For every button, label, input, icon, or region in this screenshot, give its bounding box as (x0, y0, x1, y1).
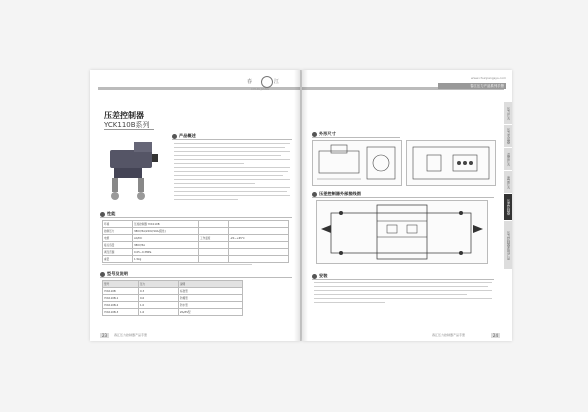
table-row (103, 221, 289, 228)
product-title: 压差控制器 (104, 111, 144, 120)
side-tab-5[interactable]: 压差控制器 (504, 194, 512, 220)
table-cell (229, 256, 289, 263)
brochure-spread (90, 70, 512, 341)
page-number-left: 23 (102, 333, 108, 338)
table-cell: 0.6 (139, 295, 179, 302)
header-banner: 春江压力产品系列手册 (438, 83, 506, 89)
section-bullet-icon (100, 212, 105, 217)
book-gutter (294, 70, 308, 341)
wiring-diagram (316, 200, 488, 264)
order-table (102, 280, 243, 316)
table-cell (199, 256, 229, 263)
table-cell: ZA/ZS型 (179, 309, 243, 316)
table-cell: 工作温度 (199, 235, 229, 242)
table-cell (229, 249, 289, 256)
side-tab-2[interactable]: 压力变送器 (504, 125, 512, 147)
table-header-cell: 压力 (139, 281, 179, 288)
table-cell: 380V/5A/220V/10A(阻性) (133, 228, 199, 235)
table-row (103, 242, 289, 249)
page-number-right: 24 (492, 333, 498, 338)
table-cell (229, 242, 289, 249)
section-bullet-icon (312, 132, 317, 137)
table-cell (199, 221, 229, 228)
table-row (103, 302, 243, 309)
website-url: www.chunjiangsys.com (471, 76, 506, 80)
footer-left: 春江压力控制器产品手册 (114, 333, 148, 337)
table-cell: 压差控制器 YCK110B (133, 221, 199, 228)
section-bullet-icon (172, 134, 177, 139)
table-note (102, 264, 252, 268)
table-cell: YCK110B (103, 288, 139, 295)
table-cell: 接点容量 (103, 242, 133, 249)
side-tab-1[interactable]: 压力开关 (504, 102, 512, 124)
side-tab-4[interactable]: 流量开关 (504, 171, 512, 193)
table-cell: -20~+65℃ (229, 235, 289, 242)
table-cell: 防爆型 (179, 295, 243, 302)
side-tab-3[interactable]: 温度开关 (504, 148, 512, 170)
table-cell: 调压范围 (103, 249, 133, 256)
section-wiring: 压差控制器外部接线图 (312, 190, 494, 197)
table-cell: 环境 (103, 221, 133, 228)
install-text (314, 282, 492, 306)
table-cell: 380V/5A (133, 242, 199, 249)
table-cell: 1.0 (139, 302, 179, 309)
table-row (103, 309, 243, 316)
brand-logo (247, 76, 287, 90)
table-cell: 电源 (103, 235, 133, 242)
table-cell: YCK110B-1 (103, 295, 139, 302)
side-tab-6[interactable]: 压力控制器系列产品 (504, 221, 512, 269)
table-cell: 1.5kg (133, 256, 199, 263)
logo-char-left: 春 (247, 79, 253, 85)
overview-text (174, 143, 290, 203)
logo-subtitle: CHUN JIANG (251, 87, 270, 91)
section-dimensions: 外形尺寸 (312, 130, 400, 137)
section-performance: 性能 (100, 210, 292, 217)
section-install: 安装 (312, 272, 494, 279)
table-row (103, 235, 289, 242)
section-overview: 产品概述 (172, 132, 292, 139)
table-row (103, 256, 289, 263)
table-row (103, 249, 289, 256)
table-cell: 0.3 (139, 288, 179, 295)
logo-char-right: 江 (274, 79, 280, 85)
section-bullet-icon (100, 272, 105, 277)
product-series: YCK110B系列 (104, 121, 150, 129)
mounting-drawing (406, 140, 496, 186)
table-cell: 标准型 (179, 288, 243, 295)
table-cell: YCK110B-2 (103, 302, 139, 309)
product-photo (104, 136, 166, 206)
table-cell: 控制压力 (103, 228, 133, 235)
table-cell (199, 249, 229, 256)
table-cell: YCK110B-3 (103, 309, 139, 316)
title-underline (104, 129, 154, 130)
table-cell (199, 228, 229, 235)
left-page (90, 70, 301, 341)
section-tabs (504, 102, 512, 270)
table-cell (199, 242, 229, 249)
table-cell: 重量 (103, 256, 133, 263)
table-header-cell: 型号 (103, 281, 139, 288)
table-header-row (103, 281, 243, 288)
table-cell: 1.6 (139, 309, 179, 316)
footer-right: 春江压力控制器产品手册 (432, 333, 466, 337)
table-row (103, 295, 243, 302)
section-order: 型号及说明 (100, 270, 292, 277)
table-cell (229, 221, 289, 228)
section-bullet-icon (312, 192, 317, 197)
performance-table (102, 220, 289, 263)
section-bullet-icon (312, 274, 317, 279)
table-row (103, 228, 289, 235)
table-cell: 0.05~0.3MPa (133, 249, 199, 256)
table-cell: 防水型 (179, 302, 243, 309)
right-page (302, 70, 512, 341)
table-cell: AC/DC (133, 235, 199, 242)
table-header-cell: 说明 (179, 281, 243, 288)
table-cell (229, 228, 289, 235)
dimension-drawing (312, 140, 402, 186)
table-row (103, 288, 243, 295)
